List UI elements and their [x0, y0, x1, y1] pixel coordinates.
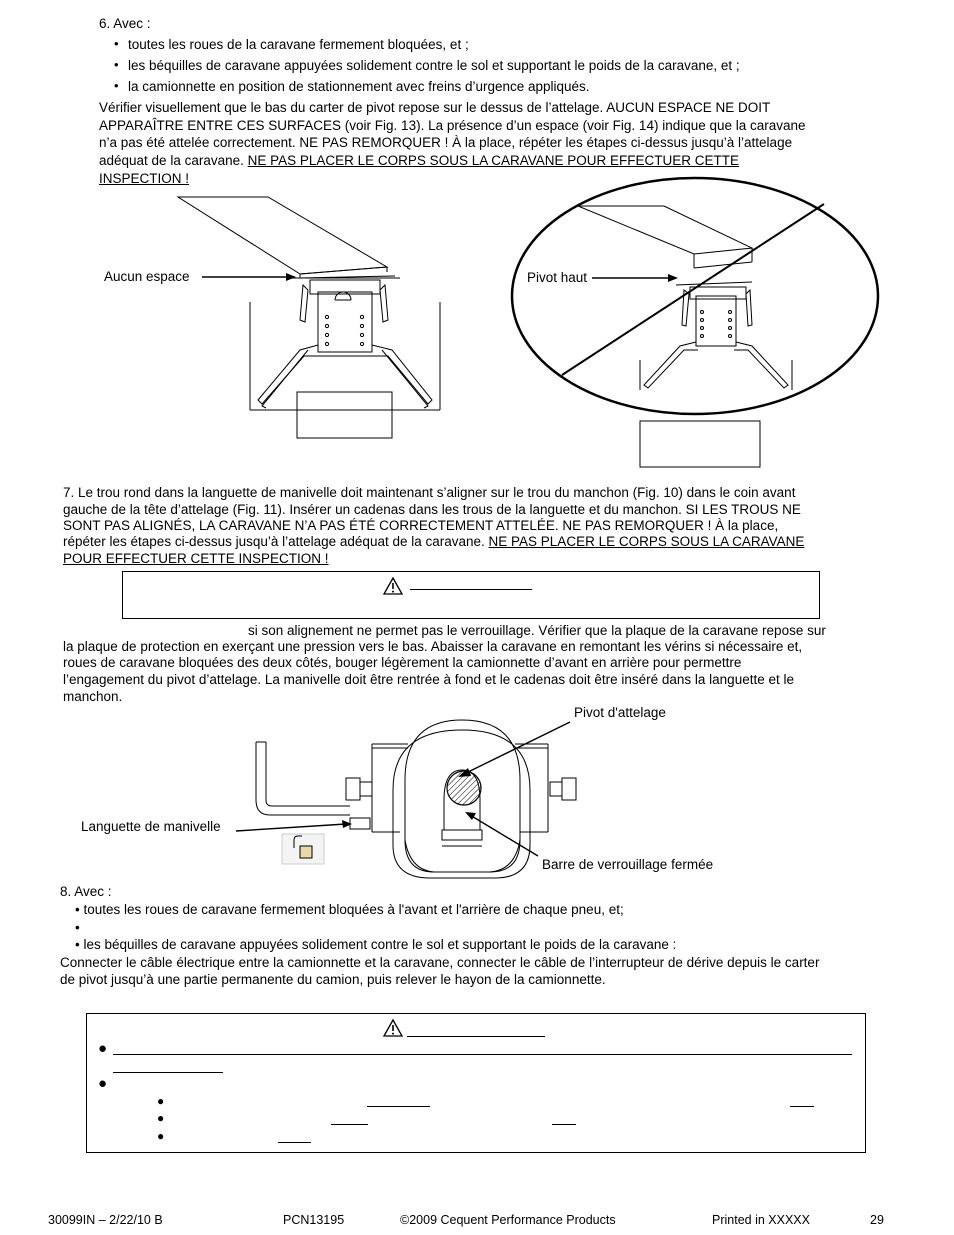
step8-bullet: • les béquilles de caravane appuyées solidement contre le sol et supportant le poids de la caravane : — [75, 937, 677, 952]
notice-line: si son alignement ne permet pas le verrouillage. Vérifier que la plaque de la caravane repose sur — [248, 623, 826, 638]
warning-heading-underline — [407, 1036, 545, 1037]
redacted-line — [552, 1124, 576, 1125]
bullet-dot: • — [114, 36, 119, 51]
warning-box-bottom — [86, 1013, 866, 1153]
step6-para-line: APPARAÎTRE ENTRE CES SURFACES (voir Fig. 13). La présence d’un espace (voir Fig. 14) indique que la caravane — [99, 118, 806, 133]
redacted-line — [367, 1106, 430, 1107]
label-pivot: Pivot d'attelage — [574, 705, 666, 720]
bullet-dot: ● — [157, 1111, 165, 1125]
step6-warning-underlined: INSPECTION ! — [99, 171, 190, 186]
bullet-dot: • — [114, 57, 119, 72]
step6-heading: 6. Avec : — [99, 16, 151, 31]
step6-warning-underlined: NE PAS PLACER LE CORPS SOUS LA CARAVANE POUR EFFECTUER CETTE — [247, 153, 739, 168]
step8-para-line: Connecter le câble électrique entre la camionnette et la caravane, connecter le câble de l’interrupteur de dérive depuis le carter — [60, 955, 820, 970]
fig14-label: Pivot haut — [527, 270, 588, 285]
redacted-line — [790, 1106, 814, 1107]
step7-line: gauche de la tête d’attelage (Fig. 11). Insérer un cadenas dans les trous de la languette et du manchon. SI LES TROUS NE — [63, 502, 801, 517]
step6-bullet: les béquilles de caravane appuyées solidement contre le sol et supportant le poids de la caravane, et ; — [128, 58, 740, 73]
step6-para-line: n’a pas été attelée correctement. NE PAS REMORQUER ! À la place, répéter les étapes ci-dessus jusqu’à l’attelage — [99, 135, 793, 150]
label-handle: Languette de manivelle — [81, 819, 221, 834]
notice-line: la plaque de protection en exerçant une pression vers le bas. Abaisser la caravane en remontant les vérins si nécessaire et, — [63, 639, 803, 654]
notice-line: manchon. — [63, 689, 123, 704]
step7-warning-underlined: POUR EFFECTUER CETTE INSPECTION ! — [63, 551, 329, 566]
footer-copyright: ©2009 Cequent Performance Products — [400, 1213, 616, 1227]
step7-line: 7. Le trou rond dans la languette de manivelle doit maintenant s’aligner sur le trou du manchon (Fig. 10) dans le coin avant — [63, 485, 796, 500]
bullet-dot: ● — [98, 1040, 108, 1057]
footer-page-number: 29 — [870, 1213, 884, 1227]
notice-line: roues de caravane bloquées des deux côtés, bouger légèrement la camionnette d’avant en arrière pour permettre — [63, 655, 742, 670]
step8-bullet: • toutes les roues de caravane fermement bloquées à l'avant et l'arrière de chaque pneu, et; — [75, 902, 624, 917]
step6-bullet: la camionnette en position de stationnement avec freins d’urgence appliqués. — [128, 79, 590, 94]
step7-line: SONT PAS ALIGNÉS, LA CARAVANE N’A PAS ÉTÉ CORRECTEMENT ATTELÉE. NE PAS REMORQUER ! À la place, — [63, 518, 779, 533]
step8-para-line: de pivot jusqu’à une partie permanente du camion, puis relever le hayon de la camionnette. — [60, 972, 606, 987]
footer-pcn: PCN13195 — [283, 1213, 345, 1227]
bullet-dot: ● — [157, 1094, 165, 1108]
footer-doc-id: 30099IN – 2/22/10 B — [48, 1213, 163, 1227]
fig13-label: Aucun espace — [104, 269, 190, 284]
warning-triangle-icon — [383, 1019, 403, 1037]
redacted-line — [278, 1142, 311, 1143]
notice-line: l’engagement du pivot d’attelage. La manivelle doit être rentrée à fond et le cadenas doit être inséré dans la languette et le — [63, 672, 794, 687]
step6-para-line: Vérifier visuellement que le bas du carter de pivot repose sur le dessus de l’attelage. AUCUN ESPACE NE DOIT — [99, 100, 771, 115]
label-lock-bar: Barre de verrouillage fermée — [542, 857, 714, 872]
bullet-dot: ● — [98, 1075, 108, 1092]
redacted-line — [113, 1072, 223, 1073]
bullet-dot: • — [114, 78, 119, 93]
redacted-line — [113, 1054, 852, 1055]
bullet-dot: ● — [157, 1129, 165, 1143]
step7-warning-underlined: NE PAS PLACER LE CORPS SOUS LA CARAVANE — [488, 534, 805, 549]
step7-plain: répéter les étapes ci-dessus jusqu’à l’attelage adéquat de la caravane. — [63, 534, 489, 549]
step6-bullet: toutes les roues de la caravane fermement bloquées, et ; — [128, 37, 469, 52]
step6-para-plain: adéquat de la caravane. — [99, 153, 248, 168]
redacted-line — [331, 1124, 368, 1125]
footer-printed: Printed in XXXXX — [712, 1213, 810, 1227]
step8-heading: 8. Avec : — [60, 884, 112, 899]
step8-bullet: • — [75, 920, 80, 935]
